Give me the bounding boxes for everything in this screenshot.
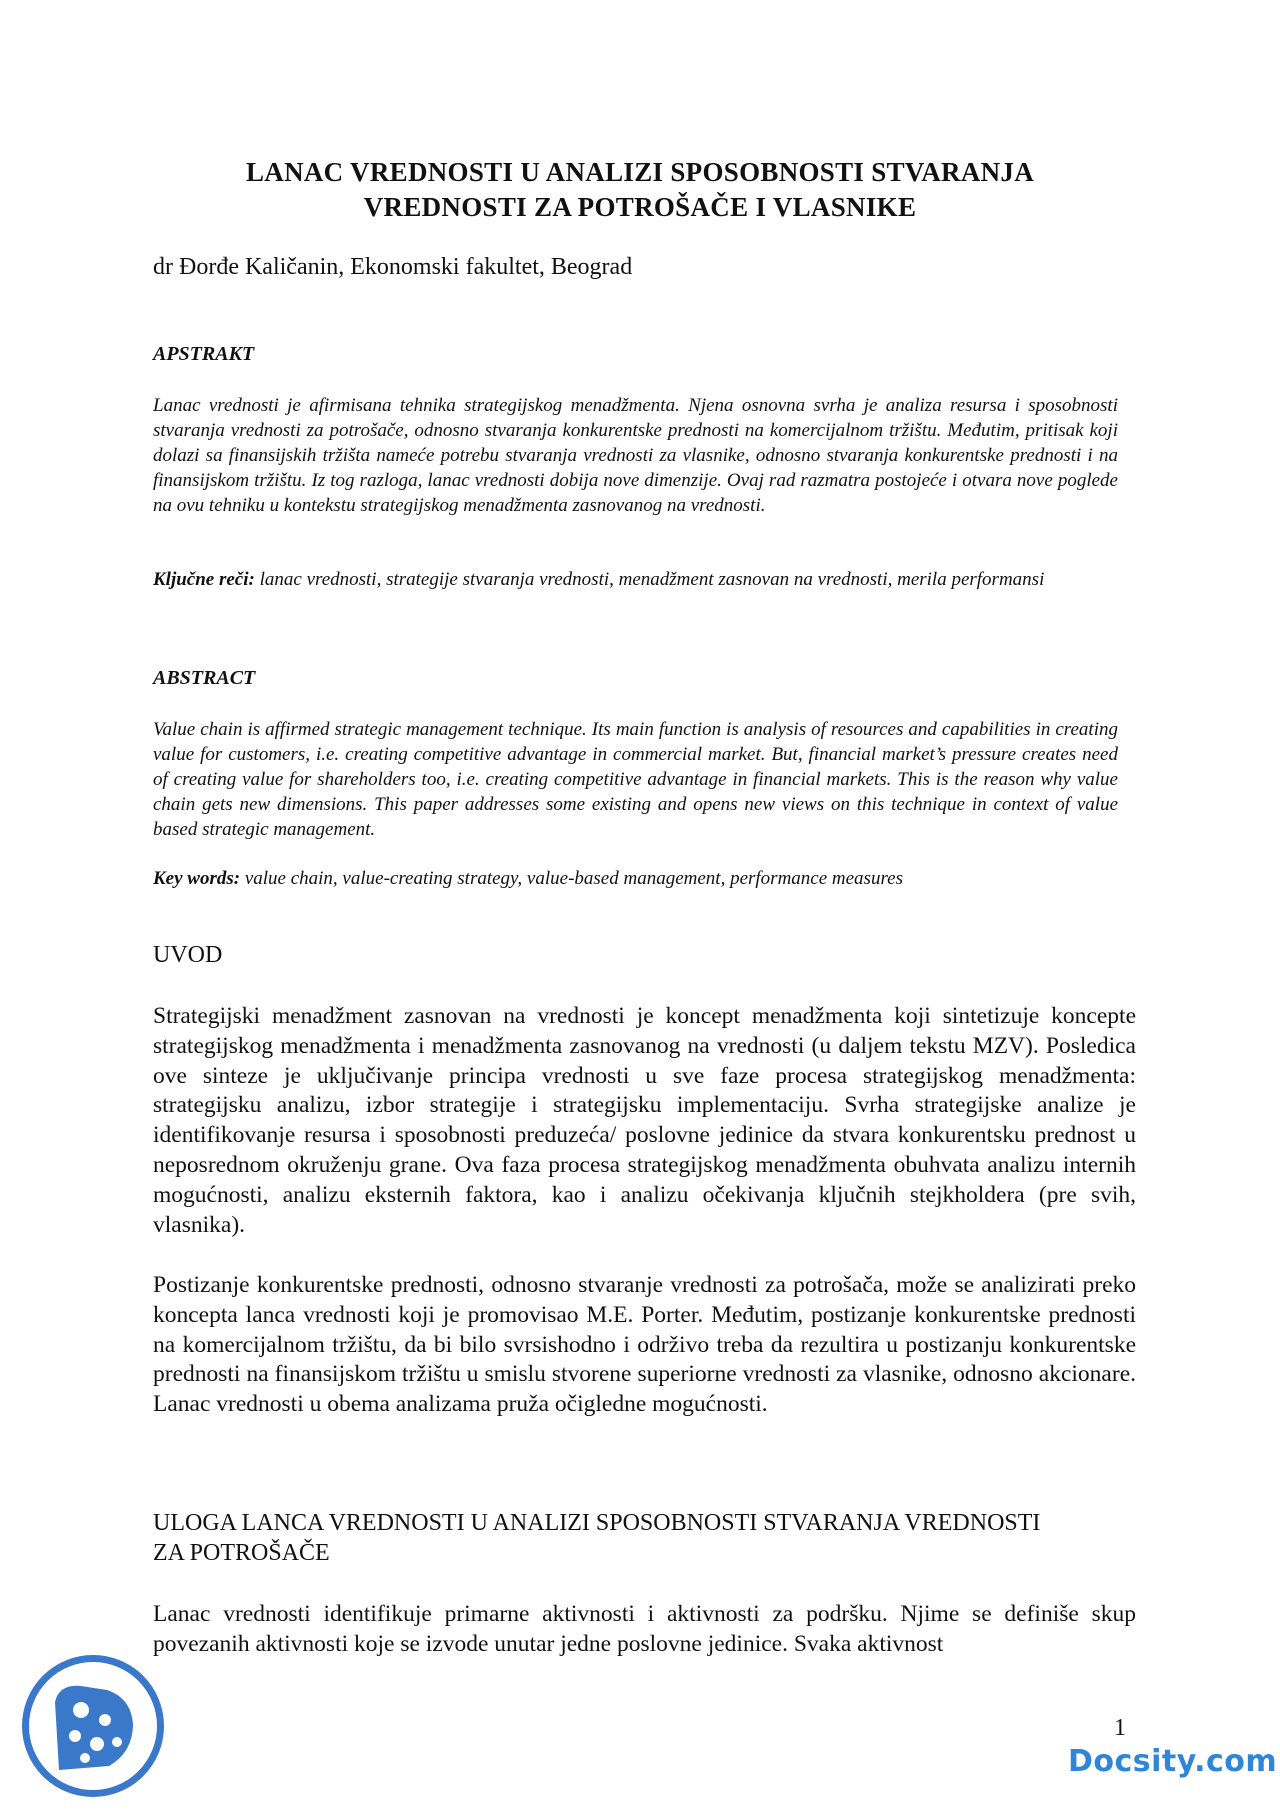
- paper-title: [130, 155, 1150, 225]
- abstract-heading: ABSTRACT: [153, 667, 256, 689]
- docsity-logo-graphic: [29, 1662, 157, 1790]
- title-line-1: LANAC VREDNOSTI U ANALIZI SPOSOBNOSTI STVARANJA: [245, 157, 1035, 187]
- docsity-logo-icon: [22, 1655, 164, 1797]
- title-line-2: VREDNOSTI ZA POTROŠAČE I VLASNIKE: [363, 192, 917, 222]
- uloga-heading-line-2: ZA POTROŠAČE: [153, 1540, 330, 1566]
- uvod-heading: UVOD: [153, 942, 223, 968]
- abstract-text: Value chain is affirmed strategic management technique. Its main function is analysis of resources and capabilities in creating value for customers, i.e. creating competitive advantage in commercial market. But, financial market’s pressure creates need of creating value for shareholders too, i.e. creating competitive advantage in financial markets. This is the reason why value chain gets new dimensions. This paper addresses some existing and opens new views on this technique in context of value based strategic management.: [153, 719, 1118, 840]
- apstrakt-text: Lanac vrednosti je afirmisana tehnika strategijskog menadžmenta. Njena osnovna svrha je analiza resursa i sposobnosti stvaranja vrednosti za potrošače, odnosno stvaranja konkurentske prednosti na komercijalnom tržištu. Međutim, pritisak koji dolazi sa finansijskih tržišta nameće potrebu stvaranja vrednosti za vlasnike, odnosno stvaranja konkurentske prednosti i na finansijskom tržištu. Iz tog razloga, lanac vrednosti dobija nove dimenzije. Ovaj rad razmatra postojeće i otvara nove poglede na ovu tehniku u kontekstu strategijskog menadžmenta zasnovanog na vrednosti.: [153, 395, 1118, 516]
- apstrakt-heading: APSTRAKT: [153, 343, 255, 365]
- uvod-paragraph-1: Strategijski menadžment zasnovan na vrednosti je koncept menadžmenta koji sintetizuje koncepte strategijskog menadžmenta i menadžmenta zasnovanog na vrednosti (u daljem tekstu MZV). Posledica ove sinteze je uključivanje principa vrednosti u sve faze procesa strategijskog menadžmenta: strategijsku analizu, izbor strategije i strategijsku implementaciju. Svrha strategijske analize je identifikovanje resursa i sposobnosti preduzeća/ poslovne jedinice da stvara konkurentsku prednost u neposrednom okruženju grane. Ova faza procesa strategijskog menadžmenta obuhvata analizu internih mogućnosti, analizu eksternih faktora, kao i analizu očekivanja ključnih stejkholdera (pre svih, vlasnika).: [153, 1003, 1136, 1238]
- docsity-watermark: Docsity.com: [1068, 1744, 1278, 1779]
- uvod-paragraph-2: Postizanje konkurentske prednosti, odnosno stvaranje vrednosti za potrošača, može se analizirati preko koncepta lanca vrednosti koji je promovisao M.E. Porter. Međutim, postizanje konkurentske prednosti na komercijalnom tržištu, da bi bilo svrsishodno i održivo treba da rezultira u postizanju konkurentske prednosti na finansijskom tržištu u smislu stvorene superiorne vrednosti za vlasnike, odnosno akcionare. Lanac vrednosti u obema analizama pruža očigledne mogućnosti.: [153, 1272, 1136, 1418]
- apstrakt-keywords-text: lanac vrednosti, strategije stvaranja vrednosti, menadžment zasnovan na vrednosti, merila performansi: [254, 569, 1045, 590]
- abstract-keywords-text: value chain, value-creating strategy, value-based management, performance measures: [240, 868, 903, 889]
- uloga-heading-line-1: ULOGA LANCA VREDNOSTI U ANALIZI SPOSOBNOSTI STVARANJA VREDNOSTI: [153, 1510, 1041, 1536]
- uloga-heading: [153, 1508, 1153, 1568]
- apstrakt-keywords-label: Ključne reči:: [153, 569, 255, 590]
- apstrakt-keywords: [153, 567, 1118, 592]
- page-number: 1: [1114, 1715, 1126, 1741]
- abstract-keywords: [153, 866, 1118, 891]
- uloga-paragraph-1: Lanac vrednosti identifikuje primarne aktivnosti i aktivnosti za podršku. Njime se definiše skup povezanih aktivnosti koje se izvode unutar jedne poslovne jedinice. Svaka aktivnost: [153, 1601, 1136, 1657]
- author-line: dr Đorđe Kaličanin, Ekonomski fakultet, Beograd: [153, 254, 633, 280]
- abstract-keywords-label: Key words:: [153, 868, 241, 889]
